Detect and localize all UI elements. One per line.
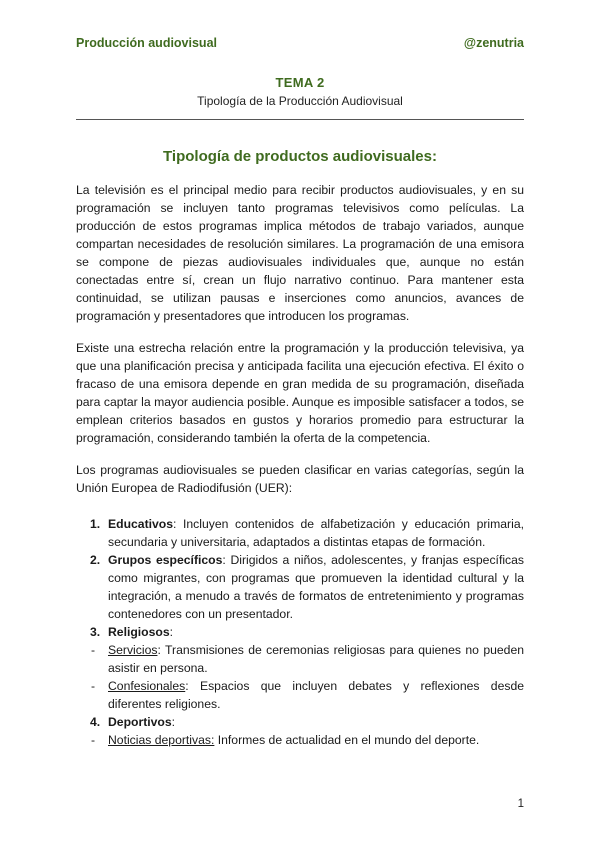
list-marker: 3.	[90, 625, 101, 639]
paragraph-1: La televisión es el principal medio para recibir productos audiovisuales, y en su programación se incluyen tanto programas televisivos como películas. La producción de estos programas implica métodos de trabajo variados, aunque compartan necesidades de resolución similares. La programación de una emisora se compone de piezas audiovisuales individuales que, aunque no están conectadas entre sí, crean un flujo narrativo continuo. Para mantener esta continuidad, se utilizan pausas e inserciones como anuncios, avances de programación y presentadores que introducen los programas.	[76, 183, 524, 323]
list-item-deportivos	[76, 713, 524, 731]
topic-number: TEMA 2	[275, 75, 325, 90]
list-marker: -	[91, 643, 96, 657]
list-sep: :	[171, 715, 176, 729]
section-title: Tipología de productos audiovisuales:	[163, 148, 437, 165]
list-text: : Transmisiones de ceremonias religiosas para quienes no pueden asistir en persona.	[108, 643, 524, 675]
list-item-educativos	[76, 515, 524, 551]
list-subterm: Confesionales	[108, 679, 186, 693]
list-term: Deportivos	[108, 715, 172, 729]
list-subterm: Servicios	[108, 643, 158, 657]
list-item-grupos-especificos	[76, 551, 524, 623]
list-item-religiosos	[76, 623, 524, 641]
list-sep: :	[173, 517, 177, 531]
header-course-title: Producción audiovisual	[76, 36, 217, 50]
topic-subtitle: Tipología de la Producción Audiovisual	[197, 94, 403, 108]
list-text: Dirigidos a niños, adolescentes, y franjas específicas como migrantes, con programas que promueven la identidad cultural y la integración, a menudo a través de formatos de entretenimiento y programas contenedores con un presentador.	[108, 553, 524, 621]
document-body	[76, 181, 524, 749]
list-text: : Espacios que incluyen debates y reflexiones desde diferentes religiones.	[108, 679, 524, 711]
list-subitem-noticias-deportivas	[76, 731, 524, 749]
list-sep: :	[222, 553, 226, 567]
list-marker: -	[91, 733, 96, 747]
paragraph-3: Los programas audiovisuales se pueden clasificar en varias categorías, según la Unión Europea de Radiodifusión (UER):	[76, 463, 524, 495]
page-header	[76, 36, 524, 50]
list-subterm: Noticias deportivas:	[108, 733, 215, 747]
list-marker: -	[91, 679, 96, 693]
list-sep: :	[169, 625, 174, 639]
list-marker: 1.	[90, 517, 101, 531]
paragraph-2: Existe una estrecha relación entre la programación y la producción televisiva, ya que una planificación precisa y anticipada facilita una ejecución efectiva. El éxito o fracaso de una emisora depende en gran medida de su programación, diseñada para captar la mayor audiencia posible. Aunque es imposible satisfacer a todos, se emplean criterios basados en gustos y horarios promedio para estructurar la programación, considerando también la oferta de la competencia.	[76, 341, 524, 445]
header-author-handle: @zenutria	[463, 36, 524, 50]
list-subitem-confesionales	[76, 677, 524, 713]
category-list	[76, 515, 524, 749]
list-subitem-servicios	[76, 641, 524, 677]
list-text: Informes de actualidad en el mundo del deporte.	[214, 733, 480, 747]
page-number: 1	[517, 798, 524, 810]
list-term: Educativos	[108, 517, 174, 531]
list-term: Religiosos	[108, 625, 170, 639]
list-marker: 2.	[90, 553, 101, 567]
list-marker: 4.	[90, 715, 101, 729]
list-text: Incluyen contenidos de alfabetización y educación primaria, secundaria y universitaria, adaptados a distintas etapas de formación.	[108, 517, 524, 549]
header-divider	[76, 119, 524, 120]
list-term: Grupos específicos	[108, 553, 223, 567]
